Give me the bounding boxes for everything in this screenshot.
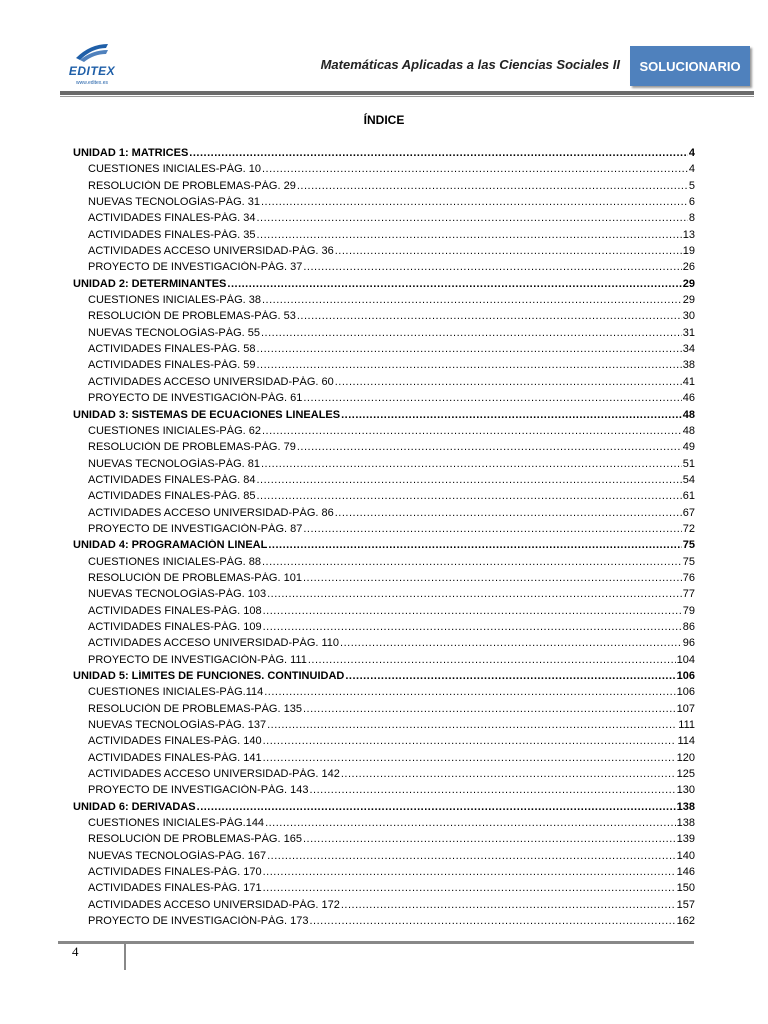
toc-leader-dots [263, 882, 676, 894]
toc-entry-page: 106 [676, 686, 695, 699]
toc-entry-label: UNIDAD 5: LÍMITES DE FUNCIONES. CONTINUIDAD [73, 670, 345, 682]
toc-entry-page: 26 [682, 261, 695, 274]
toc-entry-page: 75 [682, 555, 695, 568]
toc-section-entry[interactable] [73, 735, 695, 751]
toc-entry-page: 75 [682, 539, 695, 552]
toc-entry-label: PROYECTO DE INVESTIGACIÓN-PÁG. 143 [88, 784, 309, 797]
toc-section-entry[interactable] [73, 343, 695, 359]
toc-entry-label: ACTIVIDADES FINALES-PÁG. 58 [88, 343, 256, 356]
toc-entry-label: ACTIVIDADES ACCESO UNIVERSIDAD-PÁG. 36 [88, 245, 334, 258]
toc-section-entry[interactable] [73, 523, 695, 539]
toc-entry-label: ACTIVIDADES FINALES-PÁG. 84 [88, 473, 256, 486]
footer-tick [124, 944, 126, 970]
toc-entry-page: 72 [682, 522, 695, 535]
toc-entry-label: ACTIVIDADES FINALES-PÁG. 141 [88, 751, 262, 764]
toc-entry-label: ACTIVIDADES ACCESO UNIVERSIDAD-PÁG. 142 [88, 768, 340, 781]
toc-leader-dots [189, 147, 688, 159]
toc-entry-page: 13 [682, 228, 695, 241]
toc-leader-dots [308, 654, 676, 666]
toc-leader-dots [297, 310, 682, 322]
toc-section-entry[interactable] [73, 490, 695, 506]
toc-section-entry[interactable] [73, 458, 695, 474]
toc-entry-page: 48 [682, 424, 695, 437]
editex-logo-icon [70, 40, 114, 64]
toc-entry-page: 6 [688, 196, 695, 209]
toc-leader-dots [335, 245, 682, 257]
toc-leader-dots [227, 278, 681, 290]
toc-section-entry[interactable] [73, 752, 695, 768]
toc-leader-dots [303, 392, 681, 404]
toc-entry-label: NUEVAS TECNOLOGÍAS-PÁG. 31 [88, 196, 260, 209]
toc-section-entry[interactable] [73, 196, 695, 212]
toc-entry-label: PROYECTO DE INVESTIGACIÓN-PÁG. 111 [88, 653, 307, 666]
toc-entry-label: RESOLUCIÓN DE PROBLEMAS-PÁG. 165 [88, 833, 302, 846]
toc-entry-page: 146 [676, 866, 695, 879]
toc-section-entry[interactable] [73, 229, 695, 245]
toc-leader-dots [257, 490, 682, 502]
toc-entry-page: 31 [682, 326, 695, 339]
toc-entry-label: RESOLUCIÓN DE PROBLEMAS-PÁG. 135 [88, 702, 302, 715]
toc-entry-label: RESOLUCIÓN DE PROBLEMAS-PÁG. 29 [88, 179, 296, 192]
toc-entry-label: ACTIVIDADES FINALES-PÁG. 140 [88, 735, 262, 748]
toc-entry-page: 41 [682, 375, 695, 388]
toc-section-entry[interactable] [73, 654, 695, 670]
toc-entry-page: 86 [682, 620, 695, 633]
logo-text: EDITEX [68, 64, 116, 78]
toc-entry-page: 29 [682, 277, 695, 290]
toc-leader-dots [340, 637, 682, 649]
toc-leader-dots [262, 425, 682, 437]
footer-divider [58, 941, 694, 944]
toc-entry-label: NUEVAS TECNOLOGÍAS-PÁG. 137 [88, 719, 267, 732]
toc-entry-page: 114 [677, 735, 695, 748]
toc-section-entry[interactable] [73, 359, 695, 375]
toc-section-entry[interactable] [73, 245, 695, 261]
toc-section-entry[interactable] [73, 588, 695, 604]
toc-entry-label: ACTIVIDADES ACCESO UNIVERSIDAD-PÁG. 172 [88, 898, 340, 911]
toc-entry-page: 76 [682, 571, 695, 584]
toc-entry-page: 38 [682, 359, 695, 372]
toc-leader-dots [341, 409, 682, 421]
toc-entry-label: UNIDAD 3: SISTEMAS DE ECUACIONES LINEALES [73, 408, 341, 421]
toc-leader-dots [267, 850, 676, 862]
toc-leader-dots [262, 294, 682, 306]
toc-leader-dots [263, 735, 677, 747]
toc-entry-label: ACTIVIDADES FINALES-PÁG. 35 [88, 228, 256, 241]
toc-entry-label: ACTIVIDADES FINALES-PÁG. 85 [88, 490, 256, 503]
header-divider-thin [60, 96, 754, 97]
toc-leader-dots [257, 474, 682, 486]
toc-leader-dots [335, 507, 682, 519]
toc-entry-label: UNIDAD 1: MATRICES [73, 147, 189, 159]
toc-section-entry[interactable] [73, 915, 695, 931]
toc-entry-page: 111 [678, 719, 695, 732]
toc-leader-dots [341, 768, 676, 780]
toc-leader-dots [297, 441, 682, 453]
page-title: ÍNDICE [363, 113, 405, 127]
toc-section-entry[interactable] [73, 817, 695, 833]
toc-entry-label: ACTIVIDADES FINALES-PÁG. 171 [88, 882, 262, 895]
toc-leader-dots [267, 719, 677, 731]
editex-logo [60, 40, 124, 94]
page-number: 4 [72, 944, 79, 959]
toc-entry-label: ACTIVIDADES ACCESO UNIVERSIDAD-PÁG. 60 [88, 375, 334, 388]
toc-entry-label: UNIDAD 6: DERIVADAS [73, 800, 196, 813]
toc-leader-dots [309, 915, 675, 927]
toc-entry-label: ACTIVIDADES FINALES-PÁG. 108 [88, 604, 262, 617]
toc-entry-page: 4 [688, 163, 695, 176]
toc-section-entry[interactable] [73, 163, 695, 179]
toc-entry-page: 29 [682, 294, 695, 307]
toc-entry-page: 49 [682, 441, 695, 454]
toc-section-entry[interactable] [73, 425, 695, 441]
toc-section-entry[interactable] [73, 719, 695, 735]
header-divider [60, 91, 754, 95]
toc-section-entry[interactable] [73, 784, 695, 800]
toc-entry-page: 140 [676, 849, 695, 862]
toc-entry-page: 19 [682, 245, 695, 258]
toc-entry-label: NUEVAS TECNOLOGÍAS-PÁG. 81 [88, 457, 260, 470]
toc-entry-page: 157 [676, 898, 695, 911]
toc-entry-page: 138 [676, 800, 695, 813]
toc-entry-page: 139 [676, 833, 695, 846]
book-title: Matemáticas Aplicadas a las Ciencias Sociales II [320, 57, 620, 72]
toc-entry-label: CUESTIONES INICIALES-PÁG.114 [88, 686, 264, 699]
toc-entry-label: ACTIVIDADES FINALES-PÁG. 59 [88, 359, 256, 372]
toc-entry-page: 107 [676, 702, 695, 715]
toc-entry-page: 120 [676, 751, 695, 764]
toc-entry-page: 77 [682, 588, 695, 601]
page-header [0, 0, 768, 110]
toc-section-entry[interactable] [73, 686, 695, 702]
toc-entry-page: 125 [676, 768, 695, 781]
toc-leader-dots [263, 605, 682, 617]
toc-entry-label: ACTIVIDADES FINALES-PÁG. 34 [88, 212, 256, 225]
toc-section-entry[interactable] [73, 310, 695, 326]
toc-section-entry[interactable] [73, 327, 695, 343]
toc-leader-dots [257, 343, 682, 355]
toc-leader-dots [303, 572, 682, 584]
toc-entry-label: ACTIVIDADES ACCESO UNIVERSIDAD-PÁG. 110 [88, 637, 340, 650]
toc-entry-label: PROYECTO DE INVESTIGACIÓN-PÁG. 37 [88, 261, 303, 274]
logo-url: www.editex.es [76, 80, 108, 86]
toc-entry-page: 34 [682, 343, 695, 356]
toc-section-entry[interactable] [73, 621, 695, 637]
toc-leader-dots [265, 817, 676, 829]
toc-leader-dots [263, 866, 676, 878]
toc-section-entry[interactable] [73, 572, 695, 588]
toc-entry-label: NUEVAS TECNOLOGÍAS-PÁG. 167 [88, 849, 267, 862]
toc-leader-dots [261, 327, 682, 339]
toc-entry-page: 54 [682, 473, 695, 486]
toc-entry-page: 5 [688, 179, 695, 192]
toc-entry-page: 46 [682, 392, 695, 405]
toc-leader-dots [335, 376, 682, 388]
toc-entry-page: 61 [682, 490, 695, 503]
toc-leader-dots [262, 163, 688, 175]
toc-entry-label: CUESTIONES INICIALES-PÁG. 88 [88, 555, 261, 568]
toc-entry-label: UNIDAD 4: PROGRAMACIÓN LINEAL [73, 539, 268, 552]
toc-leader-dots [261, 458, 682, 470]
toc-section-entry[interactable] [73, 294, 695, 310]
toc-leader-dots [345, 670, 675, 682]
toc-section-entry[interactable] [73, 474, 695, 490]
toc-entry-page: 8 [688, 212, 695, 225]
toc-leader-dots [197, 801, 676, 813]
toc-section-entry[interactable] [73, 556, 695, 572]
toc-leader-dots [262, 556, 682, 568]
toc-section-entry[interactable] [73, 833, 695, 849]
toc-section-entry[interactable] [73, 882, 695, 898]
toc-section-entry[interactable] [73, 850, 695, 866]
toc-leader-dots [263, 752, 676, 764]
toc-section-entry[interactable] [73, 899, 695, 915]
toc-leader-dots [309, 784, 675, 796]
toc-entry-page: 67 [682, 506, 695, 519]
toc-section-entry[interactable] [73, 392, 695, 408]
toc-entry-label: PROYECTO DE INVESTIGACIÓN-PÁG. 61 [88, 392, 303, 405]
toc-entry-label: RESOLUCIÓN DE PROBLEMAS-PÁG. 79 [88, 441, 296, 454]
table-of-contents [73, 147, 695, 932]
toc-section-entry[interactable] [73, 768, 695, 784]
toc-entry-label: CUESTIONES INICIALES-PÁG. 38 [88, 294, 261, 307]
toc-section-entry[interactable] [73, 605, 695, 621]
toc-section-entry[interactable] [73, 507, 695, 523]
toc-leader-dots [267, 588, 682, 600]
toc-leader-dots [341, 899, 676, 911]
toc-section-entry[interactable] [73, 212, 695, 228]
toc-leader-dots [268, 539, 681, 551]
toc-leader-dots [303, 833, 676, 845]
toc-entry-label: CUESTIONES INICIALES-PÁG. 10 [88, 163, 261, 176]
toc-entry-label: PROYECTO DE INVESTIGACIÓN-PÁG. 173 [88, 915, 309, 928]
toc-entry-label: UNIDAD 2: DETERMINANTES [73, 277, 227, 290]
solucionario-badge: SOLUCIONARIO [630, 46, 750, 86]
toc-entry-page: 106 [676, 670, 695, 682]
toc-entry-label: CUESTIONES INICIALES-PÁG.144 [88, 817, 265, 830]
toc-leader-dots [303, 523, 681, 535]
toc-section-entry[interactable] [73, 441, 695, 457]
toc-unit-entry[interactable] [73, 147, 695, 163]
toc-entry-page: 30 [682, 310, 695, 323]
toc-section-entry[interactable] [73, 637, 695, 653]
toc-leader-dots [264, 686, 675, 698]
toc-entry-label: RESOLUCIÓN DE PROBLEMAS-PÁG. 53 [88, 310, 296, 323]
toc-section-entry[interactable] [73, 866, 695, 882]
toc-leader-dots [303, 703, 676, 715]
toc-section-entry[interactable] [73, 261, 695, 277]
toc-entry-page: 48 [682, 408, 695, 421]
toc-entry-label: ACTIVIDADES FINALES-PÁG. 109 [88, 620, 262, 633]
toc-leader-dots [261, 196, 688, 208]
toc-leader-dots [257, 212, 688, 224]
toc-unit-entry[interactable] [73, 801, 695, 817]
toc-entry-page: 150 [676, 882, 695, 895]
toc-entry-label: NUEVAS TECNOLOGÍAS-PÁG. 55 [88, 326, 260, 339]
toc-entry-label: RESOLUCIÓN DE PROBLEMAS-PÁG. 101 [88, 571, 302, 584]
toc-leader-dots [303, 261, 681, 273]
toc-entry-page: 130 [676, 784, 695, 797]
toc-unit-entry[interactable] [73, 409, 695, 425]
toc-section-entry[interactable] [73, 703, 695, 719]
toc-entry-label: NUEVAS TECNOLOGÍAS-PÁG. 103 [88, 588, 267, 601]
toc-leader-dots [257, 359, 682, 371]
toc-entry-page: 138 [676, 817, 695, 830]
toc-entry-page: 96 [682, 637, 695, 650]
toc-entry-page: 162 [676, 915, 695, 928]
toc-leader-dots [257, 229, 682, 241]
toc-unit-entry[interactable] [73, 278, 695, 294]
toc-section-entry[interactable] [73, 376, 695, 392]
toc-entry-label: ACTIVIDADES ACCESO UNIVERSIDAD-PÁG. 86 [88, 506, 334, 519]
toc-leader-dots [297, 180, 688, 192]
toc-entry-label: ACTIVIDADES FINALES-PÁG. 170 [88, 866, 262, 879]
toc-unit-entry[interactable] [73, 539, 695, 555]
toc-entry-page: 79 [682, 604, 695, 617]
toc-entry-page: 4 [688, 147, 695, 159]
toc-entry-label: PROYECTO DE INVESTIGACIÓN-PÁG. 87 [88, 522, 303, 535]
toc-section-entry[interactable] [73, 180, 695, 196]
toc-leader-dots [263, 621, 682, 633]
toc-unit-entry[interactable] [73, 670, 695, 686]
toc-entry-page: 104 [676, 653, 695, 666]
toc-entry-label: CUESTIONES INICIALES-PÁG. 62 [88, 424, 261, 437]
toc-entry-page: 51 [682, 457, 695, 470]
